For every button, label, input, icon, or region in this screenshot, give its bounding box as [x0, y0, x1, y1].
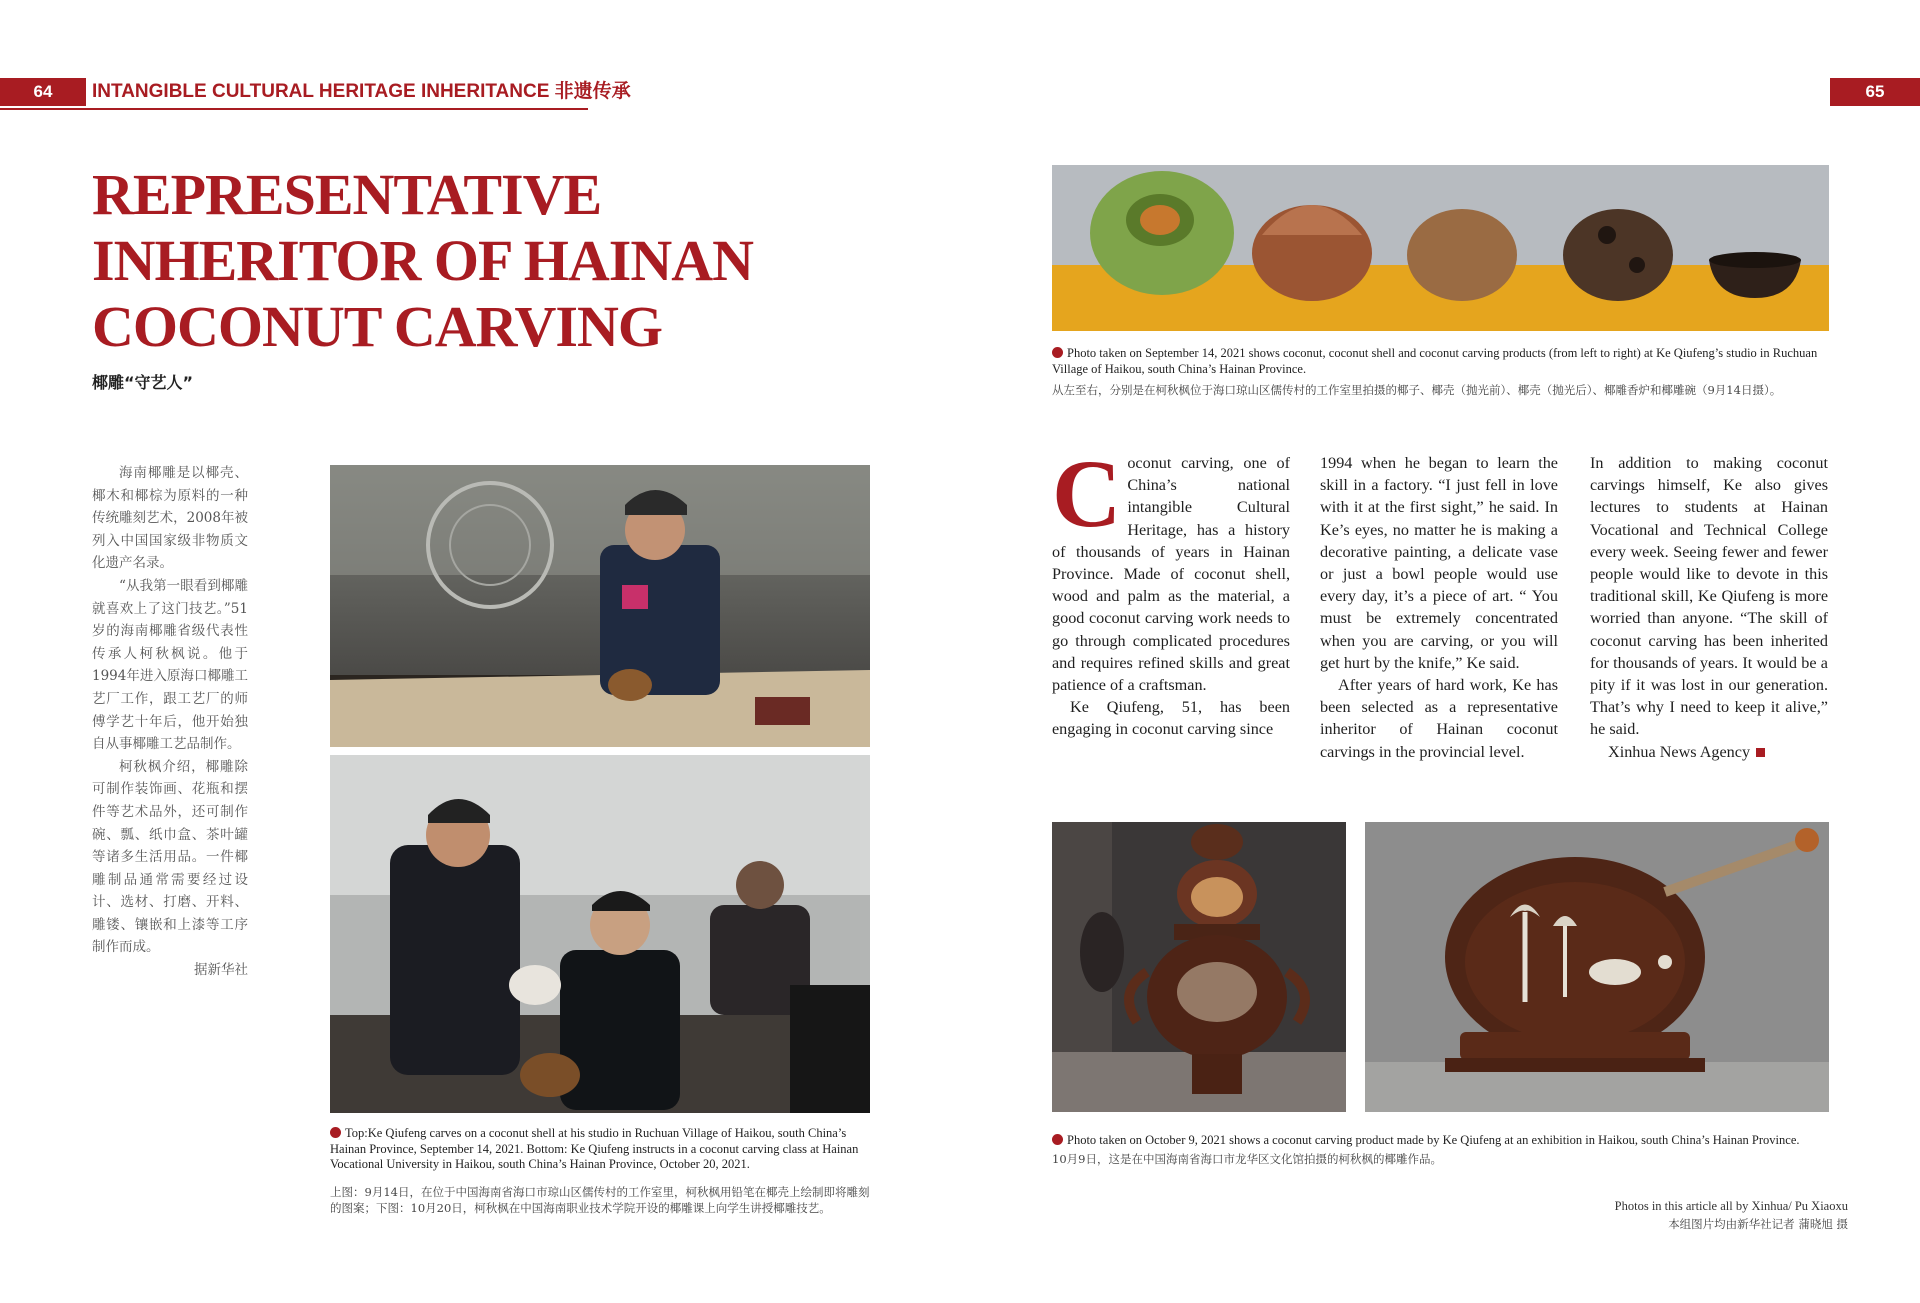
- bottom-photo-caption-text: Photo taken on October 9, 2021 shows a coconut carving product made by Ke Qiufeng at an exhibition in Haikou, south China’s Hainan Province.: [1067, 1133, 1800, 1147]
- bottom-photo-caption-en: [1052, 1133, 1832, 1149]
- caption-marker-icon: [1052, 1134, 1063, 1145]
- photo-carved-urn: [1052, 822, 1346, 1112]
- photo-coconut-sequence: [1052, 165, 1829, 331]
- article-col2-para-2: After years of hard work, Ke has been selected as a representative inheritor of Hainan coconut carvings in the provincial level.: [1320, 676, 1558, 761]
- headline-line-1: REPRESENTATIVE: [92, 162, 602, 227]
- chinese-summary: [92, 462, 248, 982]
- article-column-2: [1320, 452, 1558, 763]
- headline-line-3: COCONUT CARVING: [92, 294, 662, 359]
- right-page-number: 65: [1830, 78, 1920, 106]
- drop-cap: C: [1052, 440, 1122, 547]
- top-photo-caption-text: Photo taken on September 14, 2021 shows coconut, coconut shell and coconut carving products (from left to right) at Ke Qiufeng’s studio in Ruchuan Village of Haikou, south China’s Hainan Province.: [1052, 346, 1818, 376]
- byline-text: Xinhua News Agency: [1608, 742, 1751, 761]
- article-col1-para-1: oconut carving, one of China’s national intangible Cultural Heritage, has a history of thousands of years in Hainan Province. Made of coconut shell, wood and palm as the material, a good coconut carving work needs to go through complicated procedures and requires refined skills and great patience of a craftsman.: [1052, 454, 1290, 695]
- caption-marker-icon: [1052, 347, 1063, 358]
- article-column-1: [1052, 440, 1290, 741]
- section-title: INTANGIBLE CULTURAL HERITAGE INHERITANCE 非遗传承: [92, 81, 631, 102]
- article-byline: [1590, 741, 1828, 763]
- top-photo-caption-en: [1052, 346, 1829, 377]
- photo-carving-class: [330, 755, 870, 1113]
- end-mark-icon: [1756, 748, 1765, 757]
- left-photos-caption-en: [330, 1126, 870, 1173]
- chinese-source: 据新华社: [194, 962, 248, 979]
- caption-marker-icon: [330, 1127, 341, 1138]
- chinese-subtitle: 椰雕“守艺人”: [92, 373, 194, 392]
- headline-line-2: INHERITOR OF HAINAN: [92, 228, 753, 293]
- article-col1-para-2: Ke Qiufeng, 51, has been engaging in coconut carving since: [1052, 698, 1290, 739]
- chinese-paragraph-3: 柯秋枫介绍，椰雕除可制作装饰画、花瓶和摆件等艺术品外，还可制作碗、瓢、纸巾盒、茶叶罐等诸多生活用品。一件椰雕制品通常需要经过设计、选材、打磨、开料、雕镂、镶嵌和上漆等工序制作而成。: [92, 758, 248, 956]
- chinese-paragraph-2: “从我第一眼看到椰雕就喜欢上了这门技艺。”51岁的海南椰雕省级代表性传承人柯秋枫说。他于1994年进入原海口椰雕工艺厂工作，跟工艺厂的师傅学艺十年后，他开始独自从事椰雕工艺品制作。: [92, 577, 248, 753]
- left-page-number: 64: [0, 78, 86, 106]
- article-col3-para-1: In addition to making coconut carvings himself, Ke also gives lectures to students at Hainan Vocational and Technical College every week. Seeing fewer and fewer people would like to devote in this traditional skill, Ke Qiufeng is more worried than anyone. “The skill of coconut carving has been inherited for thousands of years. It would be a pity if it was lost in our generation. That’s why I need to keep it alive,” he said.: [1590, 454, 1828, 739]
- chinese-paragraph-1: 海南椰雕是以椰壳、椰木和椰棕为原料的一种传统雕刻艺术，2008年被列入中国国家级非物质文化遗产名录。: [92, 465, 248, 572]
- left-photos-caption-text: Top:Ke Qiufeng carves on a coconut shell at his studio in Ruchuan Village of Haikou, south China’s Hainan Province, September 14, 2021. Bottom: Ke Qiufeng instructs in a coconut carving class at Hainan Vocational University in Haikou, south China’s Hainan Province, October 20, 2021.: [330, 1126, 859, 1171]
- header-rule: [0, 108, 588, 110]
- photo-credit-en: Photos in this article all by Xinhua/ Pu Xiaoxu: [1614, 1199, 1848, 1213]
- bottom-photo-caption-cn: 10月9日，这是在中国海南省海口市龙华区文化馆拍摄的柯秋枫的椰雕作品。: [1052, 1152, 1442, 1166]
- headline: [92, 162, 792, 360]
- photo-studio-carving: [330, 465, 870, 747]
- photo-credit-cn: 本组图片均由新华社记者 蒲晓旭 摄: [1668, 1217, 1848, 1231]
- top-photo-caption-cn: 从左至右，分别是在柯秋枫位于海口琼山区儒传村的工作室里拍摄的椰子、椰壳（抛光前）、椰壳（抛光后）、椰雕香炉和椰雕碗（9月14日摄）。: [1052, 383, 1782, 397]
- left-photos-caption-cn: 上图：9月14日，在位于中国海南省海口市琼山区儒传村的工作室里，柯秋枫用铅笔在椰壳上绘制即将雕刻的图案；下图：10月20日，柯秋枫在中国海南职业技术学院开设的椰雕课上向学生讲授椰雕技艺。: [330, 1185, 870, 1215]
- article-col2-para-1: 1994 when he began to learn the skill in a factory. “I just fell in love with it at the first sight,” he said. In Ke’s eyes, no matter he is making a decorative painting, a delicate vase or just a bowl people would use every day, it’s a piece of art. “ You must be extremely concentrated when you are carving, or you will get hurt by the knife,” Ke said.: [1320, 454, 1558, 672]
- photo-carved-screen: [1365, 822, 1829, 1112]
- article-column-3: [1590, 452, 1828, 763]
